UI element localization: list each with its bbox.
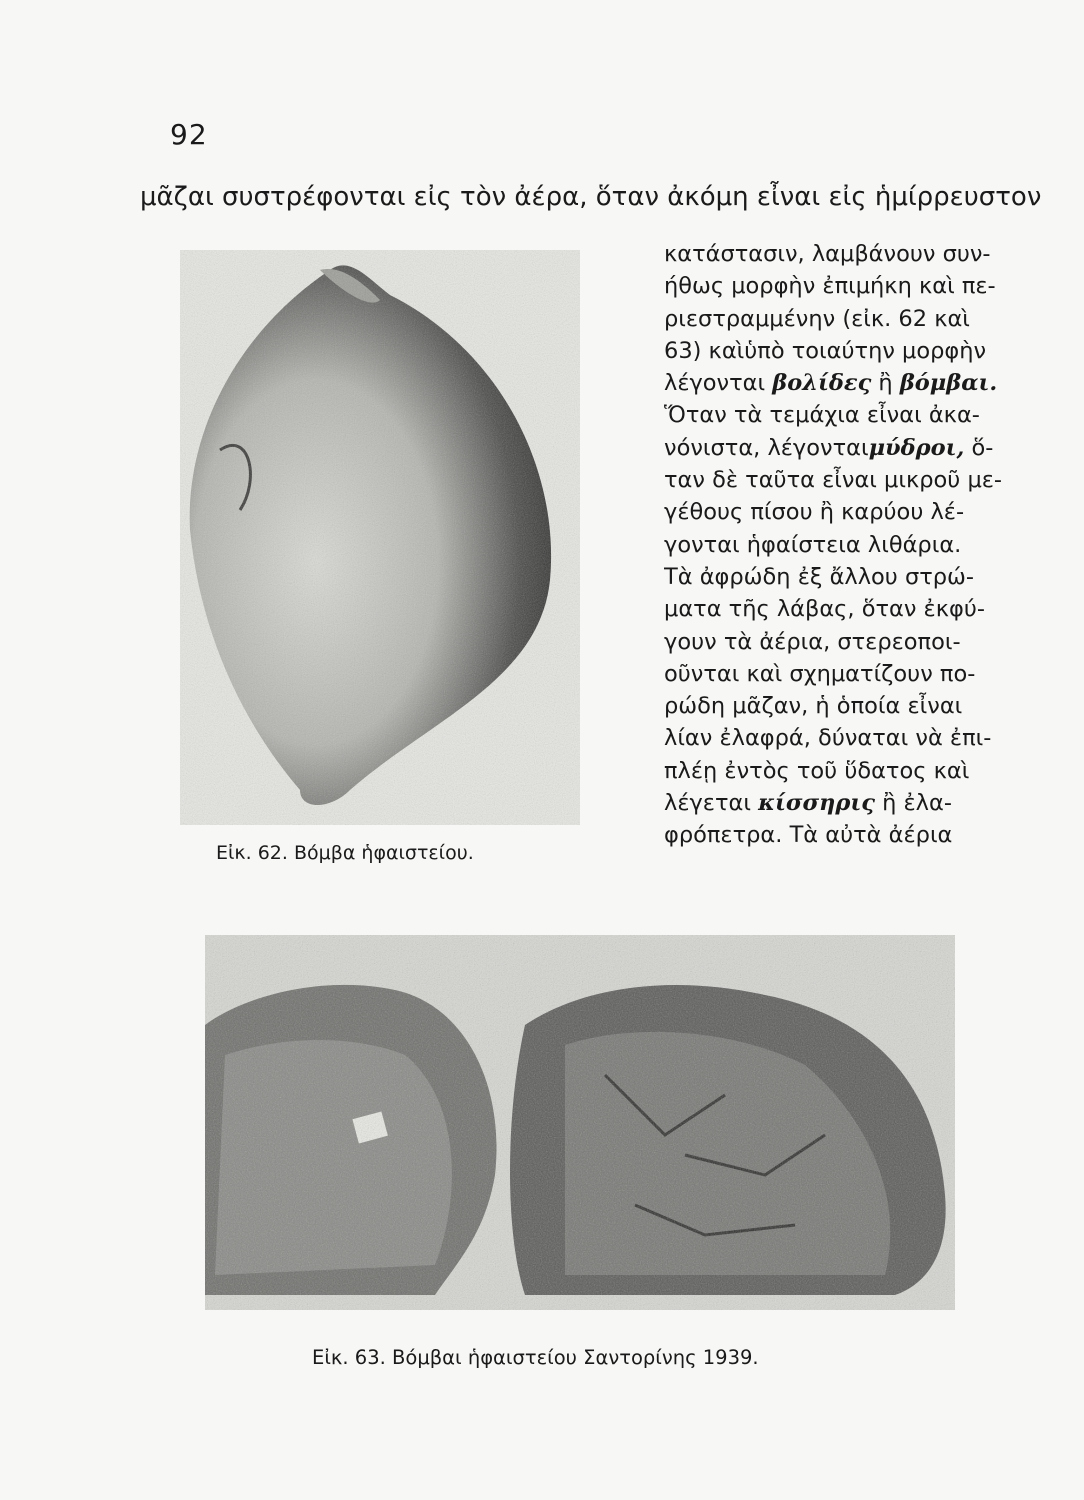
text-segment: γουν τὰ ἀέρια, στερεοποι- (664, 628, 961, 655)
text-line (664, 432, 1044, 464)
text-line (664, 819, 1044, 851)
text-segment: 63) καὶὑπὸ τοιαύτην μορφὴν (664, 337, 987, 364)
text-segment: Τὰ ἀφρώδη ἐξ ἄλλου στρώ- (664, 563, 975, 590)
text-line (664, 593, 1044, 625)
emphasized-term: βόμβαι. (899, 370, 998, 397)
text-line (664, 690, 1044, 722)
text-line (664, 561, 1044, 593)
emphasized-term: βολίδες (772, 370, 872, 397)
text-segment: λέγεται (664, 790, 759, 817)
text-line (664, 270, 1044, 302)
page-number: 92 (170, 118, 208, 151)
text-line (664, 529, 1044, 561)
text-line (664, 238, 1044, 270)
text-segment: ριεστραμμένην (εἰκ. 62 καὶ (664, 305, 970, 332)
text-line (664, 303, 1044, 335)
text-segment: φρόπετρα. Τὰ αὐτὰ ἀέρια (664, 822, 953, 849)
text-segment: νόνιστα, λέγονται (664, 434, 869, 461)
figure-62-photo (180, 250, 580, 825)
text-line (664, 755, 1044, 787)
figure-63-photo (205, 935, 955, 1310)
text-segment: ρώδη μᾶζαν, ἡ ὁποία εἶναι (664, 693, 963, 720)
text-segment: ταν δὲ ταῦτα εἶναι μικροῦ με- (664, 467, 1003, 494)
text-segment: Ὅταν τὰ τεμάχια εἶναι ἀκα- (664, 402, 980, 429)
text-line (664, 658, 1044, 690)
text-first-line: μᾶζαι συστρέφονται εἰς τὸν ἀέρα, ὅταν ἀκόμη εἶναι εἰς ἡμίρρευστον (140, 182, 1042, 212)
text-segment: λέγονται (664, 370, 773, 397)
text-segment: λίαν ἐλαφρά, δύναται νὰ ἐπι- (664, 725, 992, 752)
text-segment: γονται ἡφαίστεια λιθάρια. (664, 531, 962, 558)
figure-62-caption: Εἰκ. 62. Βόμβα ἡφαιστείου. (216, 842, 474, 864)
text-segment: ματα τῆς λάβας, ὅταν ἐκφύ- (664, 596, 985, 623)
figure-63-caption: Εἰκ. 63. Βόμβαι ἡφαιστείου Σαντορίνης 1939. (312, 1346, 759, 1369)
text-line (664, 399, 1044, 431)
text-segment: οῦνται καὶ σχηματίζουν πο- (664, 660, 976, 687)
text-segment: ἢ ἐλα- (874, 790, 952, 817)
text-line (664, 626, 1044, 658)
text-line (664, 722, 1044, 754)
text-segment: κατάστασιν, λαμβάνουν συν- (664, 241, 991, 267)
text-segment: ὅ- (964, 434, 994, 461)
text-segment: γέθους πίσου ἢ καρύου λέ- (664, 499, 965, 526)
text-segment: πλέῃ ἐντὸς τοῦ ὕδατος καὶ (664, 757, 970, 784)
text-line (664, 367, 1044, 399)
text-line (664, 335, 1044, 367)
text-line (664, 787, 1044, 819)
text-line (664, 496, 1044, 528)
text-line (664, 464, 1044, 496)
text-segment: ήθως μορφὴν ἐπιμήκη καὶ πε- (664, 273, 996, 300)
text-segment: ἢ (871, 370, 900, 397)
emphasized-term: κίσσηρις (758, 790, 875, 817)
text-column (664, 238, 1044, 852)
emphasized-term: μύδροι, (868, 434, 965, 461)
